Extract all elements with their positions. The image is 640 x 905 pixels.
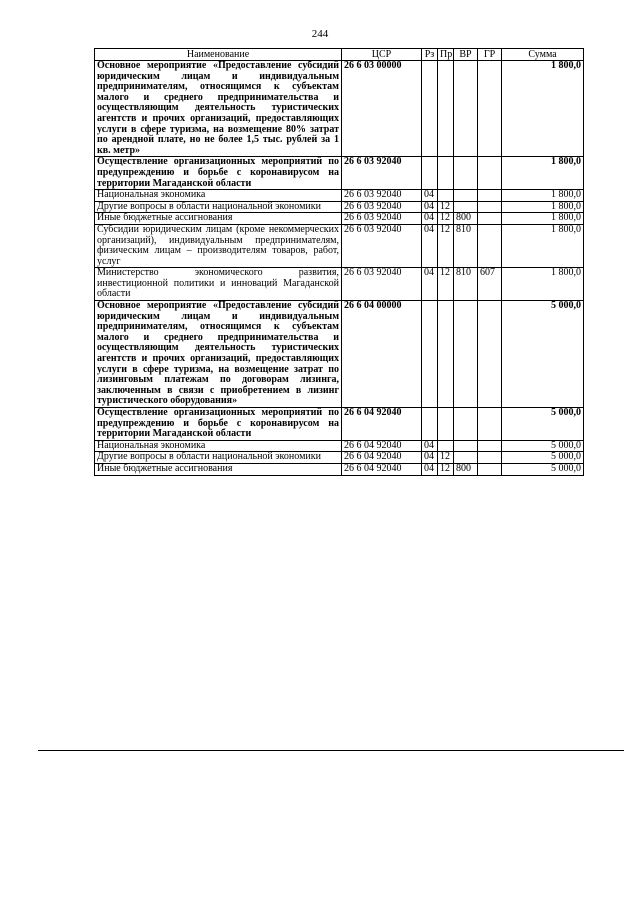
row-name: Национальная экономика	[95, 190, 342, 202]
header-gr: ГР	[478, 49, 502, 61]
row-rz: 04	[422, 463, 438, 475]
row-csr: 26 6 04 92040	[342, 452, 422, 464]
header-csr: ЦСР	[342, 49, 422, 61]
row-pr: 12	[438, 224, 454, 267]
table-row	[95, 157, 584, 190]
row-amount: 1 800,0	[502, 201, 584, 213]
row-rz: 04	[422, 452, 438, 464]
row-vr	[454, 452, 478, 464]
row-amount: 1 800,0	[502, 190, 584, 202]
row-rz: 04	[422, 213, 438, 225]
row-vr	[454, 190, 478, 202]
row-gr	[478, 463, 502, 475]
budget-table	[94, 48, 584, 476]
row-gr	[478, 408, 502, 441]
row-amount: 5 000,0	[502, 440, 584, 452]
row-pr: 12	[438, 268, 454, 301]
row-gr	[478, 440, 502, 452]
row-gr	[478, 213, 502, 225]
row-amount: 1 800,0	[502, 268, 584, 301]
row-csr: 26 6 04 92040	[342, 408, 422, 441]
row-rz: 04	[422, 268, 438, 301]
row-pr: 12	[438, 213, 454, 225]
table-row	[95, 61, 584, 157]
header-pr: Пр	[438, 49, 454, 61]
row-gr	[478, 190, 502, 202]
row-name: Министерство экономического развития, инвестиционной политики и инноваций Магаданской области	[95, 268, 342, 301]
row-amount: 1 800,0	[502, 61, 584, 157]
table-row	[95, 408, 584, 441]
row-amount: 5 000,0	[502, 408, 584, 441]
row-amount: 5 000,0	[502, 463, 584, 475]
row-name: Осуществление организационных мероприятий по предупреждению и борьбе с коронавирусом на территории Магаданской области	[95, 157, 342, 190]
row-pr	[438, 301, 454, 408]
row-name: Осуществление организационных мероприятий по предупреждению и борьбе с коронавирусом на территории Магаданской области	[95, 408, 342, 441]
row-csr: 26 6 03 92040	[342, 224, 422, 267]
header-vr: ВР	[454, 49, 478, 61]
table-row	[95, 213, 584, 225]
row-gr	[478, 224, 502, 267]
row-vr	[454, 408, 478, 441]
row-rz	[422, 157, 438, 190]
row-csr: 26 6 04 92040	[342, 463, 422, 475]
row-amount: 1 800,0	[502, 157, 584, 190]
row-pr: 12	[438, 452, 454, 464]
row-pr: 12	[438, 201, 454, 213]
row-name: Другие вопросы в области национальной экономики	[95, 201, 342, 213]
row-csr: 26 6 03 92040	[342, 201, 422, 213]
row-pr	[438, 157, 454, 190]
row-pr	[438, 408, 454, 441]
row-name: Национальная экономика	[95, 440, 342, 452]
row-vr	[454, 201, 478, 213]
row-pr	[438, 190, 454, 202]
header-rz: Рз	[422, 49, 438, 61]
table-row	[95, 268, 584, 301]
row-csr: 26 6 03 92040	[342, 213, 422, 225]
table-row	[95, 224, 584, 267]
row-gr	[478, 452, 502, 464]
table-row	[95, 201, 584, 213]
row-name: Иные бюджетные ассигнования	[95, 463, 342, 475]
row-gr	[478, 301, 502, 408]
row-csr: 26 6 03 00000	[342, 61, 422, 157]
row-name: Иные бюджетные ассигнования	[95, 213, 342, 225]
row-vr: 810	[454, 268, 478, 301]
table-row	[95, 440, 584, 452]
row-rz: 04	[422, 190, 438, 202]
row-rz	[422, 61, 438, 157]
row-gr	[478, 61, 502, 157]
row-csr: 26 6 04 00000	[342, 301, 422, 408]
row-gr	[478, 201, 502, 213]
row-pr	[438, 61, 454, 157]
row-vr	[454, 61, 478, 157]
row-csr: 26 6 04 92040	[342, 440, 422, 452]
table-row	[95, 301, 584, 408]
row-csr: 26 6 03 92040	[342, 268, 422, 301]
row-csr: 26 6 03 92040	[342, 157, 422, 190]
row-rz	[422, 301, 438, 408]
row-vr	[454, 301, 478, 408]
row-pr	[438, 440, 454, 452]
row-amount: 1 800,0	[502, 213, 584, 225]
header-amount: Сумма	[502, 49, 584, 61]
row-amount: 5 000,0	[502, 452, 584, 464]
table-header-row	[95, 49, 584, 61]
footer-divider	[38, 750, 624, 751]
row-name: Субсидии юридическим лицам (кроме некоммерческих организаций), индивидуальным предпринимателям, физическим лицам – производителям товаров, работ, услуг	[95, 224, 342, 267]
row-rz: 04	[422, 224, 438, 267]
row-vr	[454, 440, 478, 452]
row-amount: 1 800,0	[502, 224, 584, 267]
row-gr	[478, 157, 502, 190]
row-csr: 26 6 03 92040	[342, 190, 422, 202]
row-name: Другие вопросы в области национальной экономики	[95, 452, 342, 464]
table-body	[95, 61, 584, 476]
table-row	[95, 452, 584, 464]
row-pr: 12	[438, 463, 454, 475]
row-rz: 04	[422, 440, 438, 452]
page-number: 244	[311, 28, 329, 40]
row-name: Основное мероприятие «Предоставление субсидий юридическим лицам и индивидуальным предпринимателям, относящимся к субъектам малого и среднего предпринимательства и осуществляющим деятельность туристических агентств и прочих организаций, предоставляющих услуги в сфере туризма, на возмещение 80% затрат по арендной плате, но не более 1,5 тыс. рублей за 1 кв. метр»	[95, 61, 342, 157]
table-row	[95, 190, 584, 202]
row-vr	[454, 157, 478, 190]
row-rz: 04	[422, 201, 438, 213]
table-row	[95, 463, 584, 475]
row-rz	[422, 408, 438, 441]
row-vr: 800	[454, 213, 478, 225]
row-name: Основное мероприятие «Предоставление субсидий юридическим лицам и индивидуальным предпринимателям, относящимся к субъектам малого и среднего предпринимательства и осуществляющим деятельность туристических агентств и прочих организаций, предоставляющих услуги в сфере туризма, на возмещение затрат по лизинговым платежам по договорам лизинга, заключенным в связи с приобретением в лизинг туристического оборудования»	[95, 301, 342, 408]
header-name: Наименование	[95, 49, 342, 61]
row-gr: 607	[478, 268, 502, 301]
row-vr: 810	[454, 224, 478, 267]
row-vr: 800	[454, 463, 478, 475]
row-amount: 5 000,0	[502, 301, 584, 408]
